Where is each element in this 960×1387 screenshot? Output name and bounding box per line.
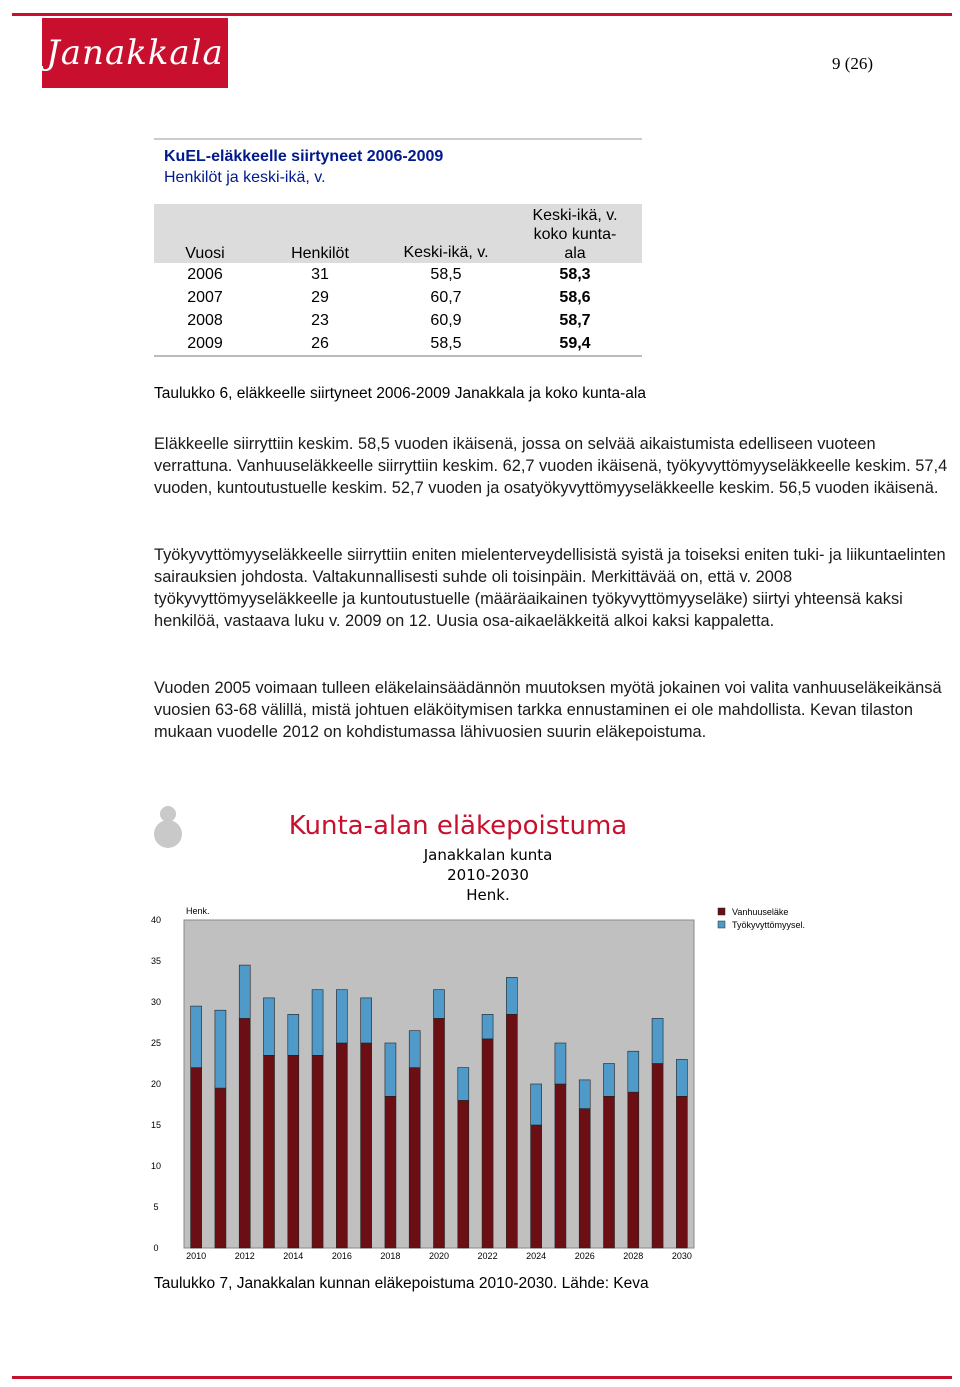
bar-tyokyvyttomyys (555, 1043, 566, 1084)
y-tick-label: 0 (153, 1243, 159, 1253)
x-tick-label: 2020 (428, 1251, 450, 1261)
cell-persons: 29 (311, 288, 329, 306)
legend-label: Vanhuuseläke (732, 907, 789, 917)
bar-tyokyvyttomyys (676, 1059, 687, 1096)
bar-tyokyvyttomyys (239, 965, 250, 1018)
cell-mean-age-sector: 59,4 (508, 332, 642, 356)
bar-vanhuuselake (264, 1055, 275, 1248)
bar-vanhuuselake (215, 1088, 226, 1248)
x-tick-label: 2018 (380, 1251, 401, 1261)
paragraph-2: Työkyvyttömyyseläkkeelle siirryttiin eniten mielenterveydellisistä syistä ja toiseksi eniten tuki- ja liikuntaelinten sairauksien johdosta. Valtakunnallisesti suhde oli toisinpäin. Merkittävää on, että v. 2008 työkyvyttömyyseläkkeelle ja kuntoutustuelle (määräaikainen työkyvyttömyyseläke) siirtyi yhteensä kaksi henkilöä, vastaava luku v. 2009 on 12. Uusia osa-aikaeläkkeitä alkoi kaksi kappaletta. (154, 546, 946, 630)
x-tick-label: 2016 (331, 1251, 352, 1261)
bar-tyokyvyttomyys (312, 990, 323, 1056)
header-rule (12, 13, 952, 16)
bar-tyokyvyttomyys (506, 977, 517, 1014)
chart-svg (140, 800, 840, 1262)
bar-vanhuuselake (312, 1055, 323, 1248)
bar-vanhuuselake (409, 1068, 420, 1248)
cell-year: 2006 (187, 265, 223, 283)
table-row (154, 263, 642, 286)
y-tick-label: 25 (150, 1038, 162, 1048)
table6-caption: Taulukko 6, eläkkeelle siirtyneet 2006-2009 Janakkala ja koko kunta-ala (154, 385, 646, 402)
bar-tyokyvyttomyys (628, 1051, 639, 1092)
cell-mean-age: 60,7 (430, 288, 462, 306)
col-header-mean-age-sector: Keski-ikä, v. koko kunta- ala (532, 207, 618, 262)
pension-chart (140, 800, 840, 1262)
paragraph-3: Vuoden 2005 voimaan tulleen eläkelainsäädännön muutoksen myötä jokainen voi valita vanhuuseläkeikänsä vuosien 63-68 välillä, mistä johtuen eläköitymisen tarkka ennustaminen ei ole mahdollista. Kevan tilaston mukaan vuodelle 2012 on kohdistumassa lähivuosien suurin eläkepoistuma. (154, 679, 942, 741)
y-tick-label: 15 (150, 1120, 162, 1130)
bar-tyokyvyttomyys (579, 1080, 590, 1109)
table-title: KuEL-eläkkeelle siirtyneet 2006-2009 (164, 148, 444, 165)
col-header-mean-age: Keski-ikä, v. (403, 244, 489, 261)
y-tick-label: 5 (153, 1202, 159, 1212)
table-row (154, 332, 642, 356)
chart-caption: Taulukko 7, Janakkalan kunnan eläkepoistuma 2010-2030. Lähde: Keva (154, 1275, 649, 1292)
cell-persons: 23 (311, 311, 329, 329)
bar-vanhuuselake (336, 1043, 347, 1248)
chart-subtitle: Janakkalan kunta (423, 846, 553, 864)
retirement-table (154, 204, 642, 357)
page-number: 9 (26) (832, 54, 874, 73)
y-tick-label: 20 (150, 1079, 162, 1089)
x-tick-label: 2022 (477, 1251, 498, 1261)
bar-vanhuuselake (288, 1055, 299, 1248)
table-header-row (154, 204, 642, 263)
bar-vanhuuselake (604, 1096, 615, 1248)
y-tick-label: 10 (150, 1161, 162, 1171)
bar-tyokyvyttomyys (191, 1006, 202, 1068)
bar-tyokyvyttomyys (215, 1010, 226, 1088)
cell-year: 2009 (154, 332, 256, 356)
cell-persons: 31 (311, 265, 329, 283)
bar-tyokyvyttomyys (434, 990, 445, 1019)
table-title-block (154, 138, 642, 188)
bar-tyokyvyttomyys (336, 990, 347, 1043)
bar-vanhuuselake (652, 1064, 663, 1249)
chart-subtitle: 2010-2030 (447, 866, 529, 884)
janakkala-logo: Janakkala (42, 18, 228, 88)
x-tick-label: 2014 (283, 1251, 304, 1261)
bar-vanhuuselake (434, 1018, 445, 1248)
cell-mean-age: 60,9 (430, 311, 462, 329)
x-tick-label: 2024 (526, 1251, 547, 1261)
bar-tyokyvyttomyys (385, 1043, 396, 1096)
bar-tyokyvyttomyys (531, 1084, 542, 1125)
x-tick-label: 2012 (234, 1251, 255, 1261)
bar-tyokyvyttomyys (264, 998, 275, 1055)
table6 (154, 138, 642, 357)
bar-tyokyvyttomyys (409, 1031, 420, 1068)
bar-vanhuuselake (482, 1039, 493, 1248)
table-subtitle: Henkilöt ja keski-ikä, v. (164, 169, 326, 186)
bar-vanhuuselake (361, 1043, 372, 1248)
bar-tyokyvyttomyys (652, 1018, 663, 1063)
footer-rule (12, 1376, 952, 1379)
legend-label: Työkyvyttömyysel. (732, 920, 806, 930)
bar-tyokyvyttomyys (604, 1064, 615, 1097)
bar-vanhuuselake (579, 1109, 590, 1248)
cell-mean-age: 58,5 (384, 332, 508, 356)
y-tick-label: 35 (150, 956, 162, 966)
cell-persons: 26 (256, 332, 384, 356)
y-tick-label: 40 (150, 915, 162, 925)
bar-vanhuuselake (676, 1096, 687, 1248)
cell-mean-age-sector: 58,7 (559, 311, 591, 329)
table-row (154, 309, 642, 332)
x-tick-label: 2030 (671, 1251, 692, 1261)
y-axis-label: Henk. (186, 906, 210, 916)
bar-vanhuuselake (239, 1018, 250, 1248)
cell-mean-age-sector: 58,3 (559, 265, 591, 283)
cell-mean-age-sector: 58,6 (559, 288, 591, 306)
x-tick-label: 2010 (186, 1251, 207, 1261)
col-header-persons: Henkilöt (291, 245, 349, 262)
chart-subtitle: Henk. (466, 886, 510, 904)
bar-vanhuuselake (506, 1014, 517, 1248)
col-header-year: Vuosi (185, 245, 225, 262)
watermark-logo (160, 806, 176, 822)
watermark-logo (154, 820, 182, 848)
bar-vanhuuselake (628, 1092, 639, 1248)
cell-mean-age: 58,5 (430, 265, 462, 283)
legend-swatch (718, 908, 725, 915)
bar-tyokyvyttomyys (458, 1068, 469, 1101)
bar-tyokyvyttomyys (482, 1014, 493, 1039)
bar-tyokyvyttomyys (288, 1014, 299, 1055)
cell-year: 2007 (187, 288, 223, 306)
bar-vanhuuselake (458, 1100, 469, 1248)
y-tick-label: 30 (150, 997, 162, 1007)
bar-vanhuuselake (385, 1096, 396, 1248)
legend-swatch (718, 921, 725, 928)
bar-tyokyvyttomyys (361, 998, 372, 1043)
chart-title: Kunta-alan eläkepoistuma (288, 811, 628, 841)
paragraph-1: Eläkkeelle siirryttiin keskim. 58,5 vuoden ikäisenä, jossa on selvää aikaistumista edelliseen vuoteen verrattuna. Vanhuuseläkkeelle siirryttiin keskim. 62,7 vuoden ikäisenä, työkyvyttömyyseläkkeelle keskim. 57,4 vuoden, kuntoutustuelle keskim. 52,7 vuoden ja osatyökyvyttömyyseläkkeelle keskim. 56,5 vuoden ikäisenä. (154, 435, 948, 497)
bar-vanhuuselake (531, 1125, 542, 1248)
bar-vanhuuselake (555, 1084, 566, 1248)
x-tick-label: 2028 (623, 1251, 644, 1261)
table-row (154, 286, 642, 309)
bar-vanhuuselake (191, 1068, 202, 1248)
cell-year: 2008 (187, 311, 223, 329)
x-tick-label: 2026 (574, 1251, 595, 1261)
